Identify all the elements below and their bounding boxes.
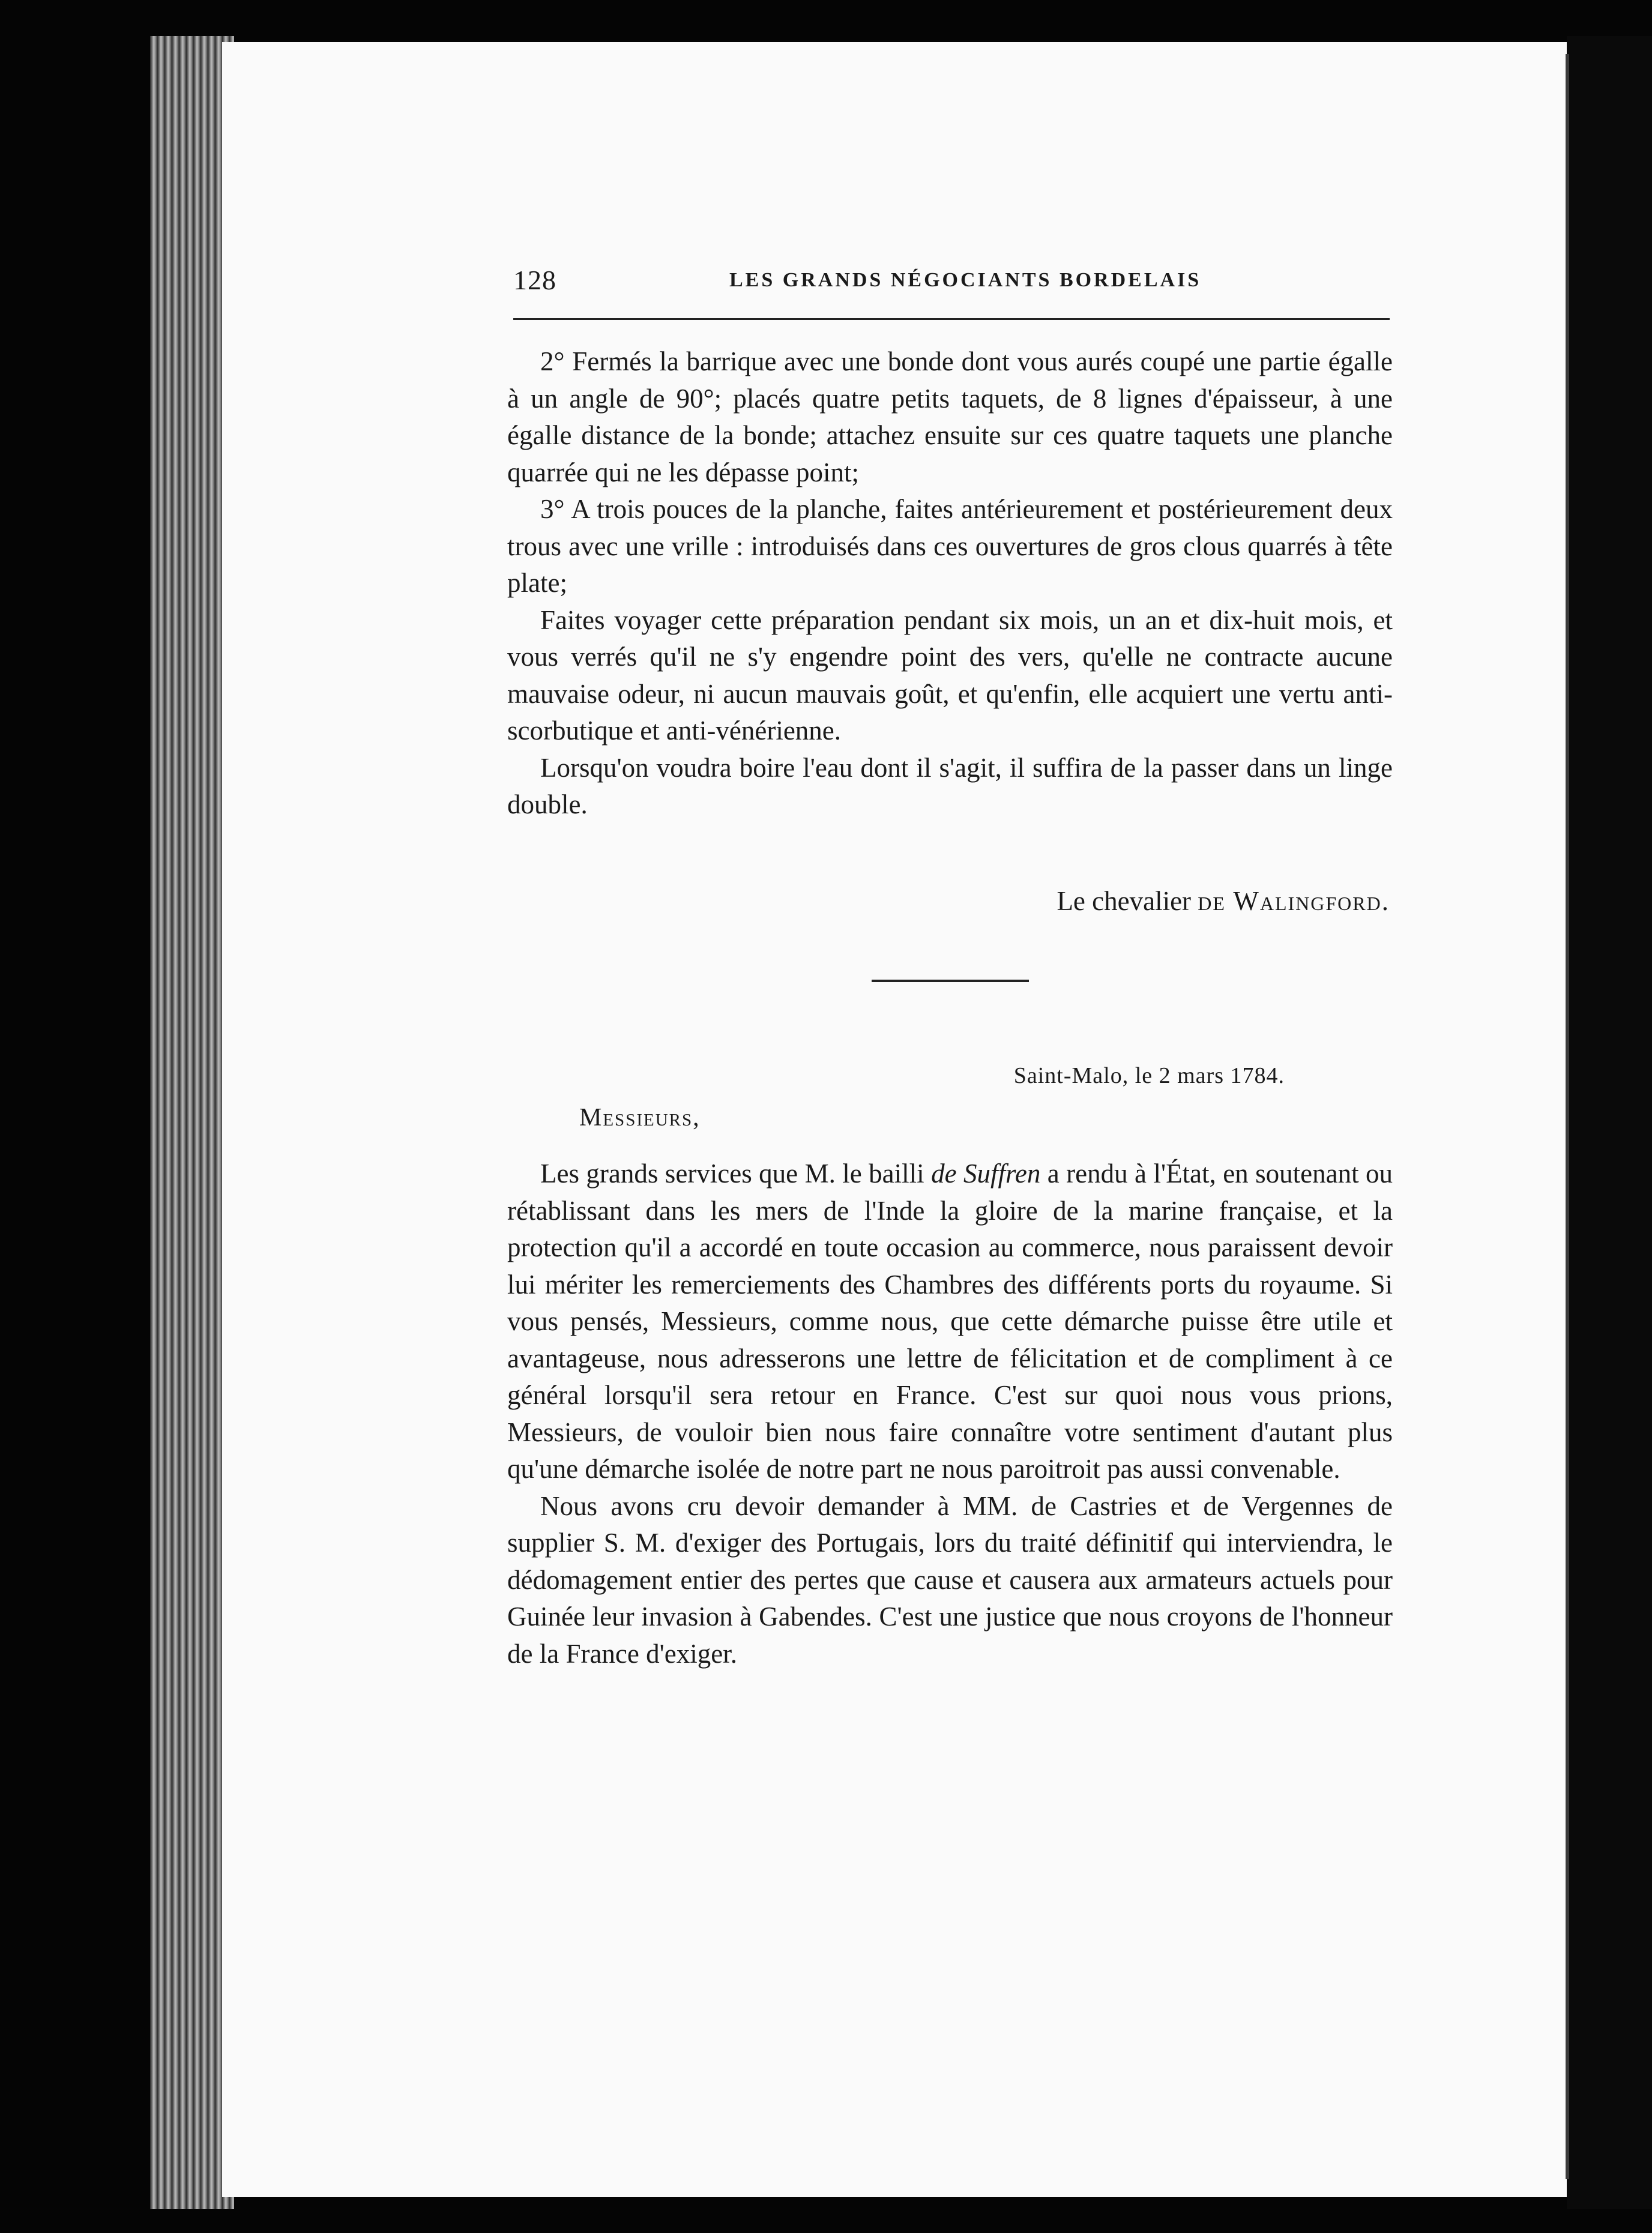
paragraph-text: a rendu à l'État, en soutenant ou rétablissant dans les mers de l'Inde la gloire de la marine française, et la protection qu'il a accordé en toute occasion au commerce, nous paraissent devoir lui mériter les remerciements des Chambres des différents ports du royaume. Si vous pensés, Messieurs, comme nous, que cette démarche puisse être utile et avantageuse, nous adresserons une lettre de félicitation et de compliment à ce général lorsqu'il sera retour en France. C'est sur quoi nous vous prions, Messieurs, de vouloir bien nous faire connaître votre sentiment d'autant plus qu'une démarche isolée de notre part ne nous paroitroit pas aussi convenable. [507, 1159, 1393, 1484]
paragraph: Lorsqu'on voudra boire l'eau dont il s'agit, il suffira de la passer dans un linge double. [507, 752, 1393, 819]
section-separator [872, 980, 1029, 982]
page-header [513, 264, 1390, 300]
dateline: Saint-Malo, le 2 mars 1784. [1013, 1063, 1285, 1088]
scan-right-border [1567, 36, 1652, 2209]
facing-page-edge [1566, 54, 1569, 2179]
running-title: LES GRANDS NÉGOCIANTS BORDELAIS [729, 269, 1202, 291]
signature [921, 885, 1390, 917]
salutation: Messieurs, [579, 1104, 701, 1132]
header-rule [513, 318, 1390, 320]
signature-name: de Walingford. [1198, 886, 1390, 916]
letter-2-body [507, 1156, 1393, 1672]
paragraph: Faites voyager cette préparation pendant six mois, un an et dix-huit mois, et vous verrés qu'il ne s'y engendre point des vers, qu'elle ne contracte aucune mauvaise odeur, ni aucun mauvais goût, et qu'enfin, elle acquiert une vertu anti-scorbutique et anti-vénérienne. [507, 604, 1393, 746]
letter-1-body [507, 343, 1393, 824]
italic-name: de Suffren [931, 1159, 1041, 1189]
paragraph [507, 1156, 1393, 1488]
signature-prefix: Le chevalier [1057, 886, 1198, 916]
paragraph: 3° A trois pouces de la planche, faites antérieurement et postérieurement deux trous avec une vrille : introduisés dans ces ouvertures de gros clous quarrés à tête plate; [507, 494, 1393, 598]
page-number: 128 [513, 265, 556, 295]
paragraph: 2° Fermés la barrique avec une bonde dont vous aurés coupé une partie égalle à un angle de 90°; placés quatre petits taquets, de 8 lignes d'épaisseur, à une égalle distance de la bonde; attachez ensuite sur ces quatre taquets une planche quarrée qui ne les dépasse point; [507, 346, 1393, 487]
paragraph: Nous avons cru devoir demander à MM. de Castries et de Vergennes de supplier S. M. d'exiger des Portugais, lors du traité définitif qui interviendra, le dédomagement entier des pertes que cause et causera aux armateurs actuels pour Guinée leur invasion à Gabendes. C'est une justice que nous croyons de l'honneur de la France d'exiger. [507, 1490, 1393, 1669]
paragraph-text: Les grands services que M. le bailli [540, 1159, 932, 1189]
book-page-edges [150, 36, 234, 2209]
